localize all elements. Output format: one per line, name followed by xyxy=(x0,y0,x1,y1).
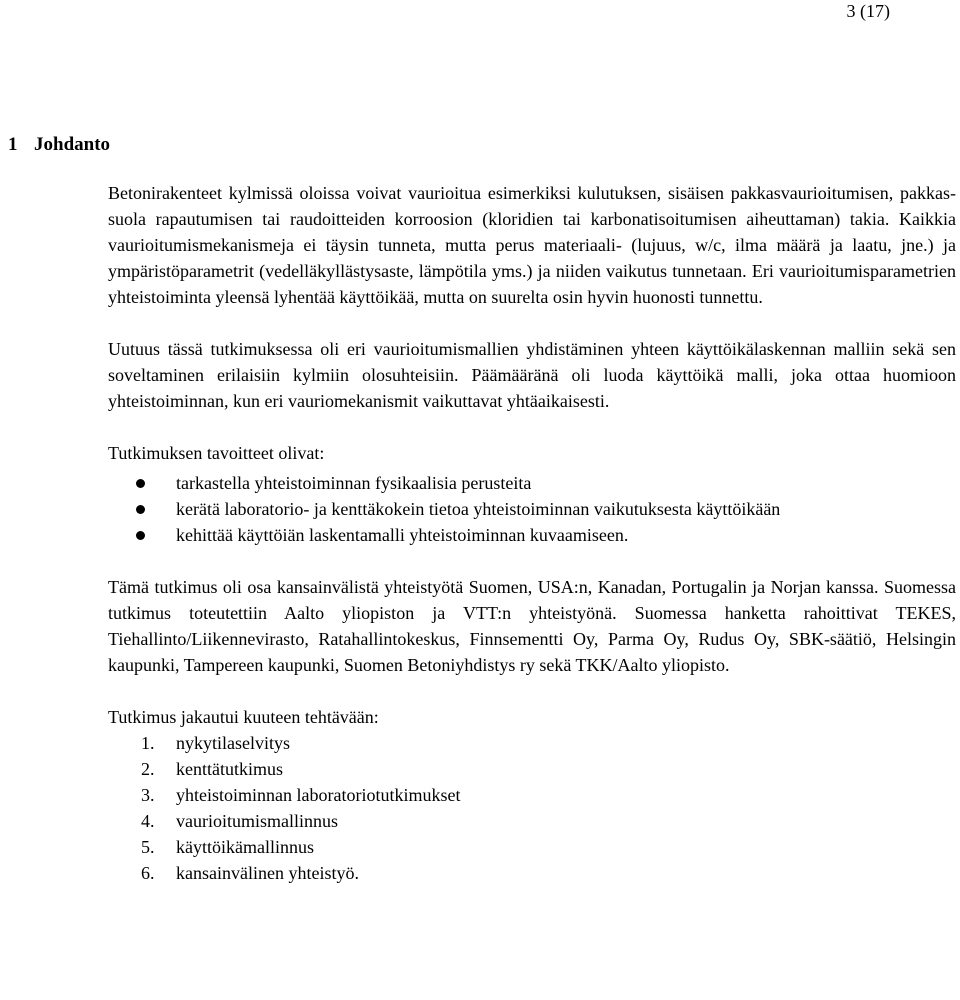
list-item-text: tarkastella yhteistoiminnan fysikaalisia perusteita xyxy=(176,473,532,493)
goals-intro: Tutkimuksen tavoitteet olivat: xyxy=(108,443,325,463)
list-item-text: kansainvälinen yhteistyö. xyxy=(176,863,359,883)
bullet-icon xyxy=(136,505,145,514)
paragraph-cooperation: Tämä tutkimus oli osa kansainvälistä yhteistyötä Suomen, USA:n, Kanadan, Portugalin ja Norjan kanssa. Suomessa tutkimus toteutettiin Aalto yliopiston ja VTT:n yhteistyönä. Suomessa hanketta rahoittivat TEKES, Tiehallinto/Liikennevirasto, Ratahallintokeskus, Finnsementti Oy, Parma Oy, Rudus Oy, SBK-säätiö, Helsingin kaupunki, Tampereen kaupunki, Suomen Betoniyhdistys ry sekä TKK/Aalto yliopisto. xyxy=(108,577,956,675)
list-item-number: 3. xyxy=(141,785,155,805)
list-item xyxy=(108,522,956,548)
list-item-text: yhteistoiminnan laboratoriotutkimukset xyxy=(176,785,461,805)
paragraph-novelty: Uutuus tässä tutkimuksessa oli eri vaurioitumismallien yhdistäminen yhteen käyttöikälaskennan malliin sekä sen soveltaminen erilaisiin kylmiin olosuhteisiin. Päämääränä oli luoda käyttöikä malli, joka ottaa huomioon yhteistoiminnan, kun eri vauriomekanismit vaikuttavat yhtäaikaisesti. xyxy=(108,339,956,411)
list-item xyxy=(108,834,956,860)
section-number: 1 xyxy=(8,134,18,155)
tasks-intro: Tutkimus jakautui kuuteen tehtävään: xyxy=(108,707,379,727)
list-item xyxy=(108,756,956,782)
list-item xyxy=(108,782,956,808)
bullet-icon xyxy=(136,479,145,488)
page-number: 3 (17) xyxy=(846,1,890,21)
goals-list xyxy=(108,470,956,548)
list-item xyxy=(108,496,956,522)
section-heading xyxy=(8,133,110,157)
list-item-number: 5. xyxy=(141,837,155,857)
paragraph-damage-mechanisms: Betonirakenteet kylmissä oloissa voivat vaurioitua esimerkiksi kulutuksen, sisäisen pakkasvaurioitumisen, pakkas-suola rapautumisen tai raudoitteiden korroosion (kloridien tai karbonatisoitumisen aiheuttaman) takia. Kaikkia vaurioitumismekanismeja ei täysin tunneta, mutta perus materiaali- (lujuus, w/c, ilma määrä ja laatu, jne.) ja ympäristöparametrit (vedelläkyllästysaste, lämpötila yms.) ja niiden vaikutus tunnetaan. Eri vaurioitumisparametrien yhteistoiminta yleensä lyhentää käyttöikää, mutta on suurelta osin hyvin huonosti tunnettu. xyxy=(108,183,956,307)
list-item-number: 6. xyxy=(141,863,155,883)
list-item-text: kehittää käyttöiän laskentamalli yhteistoiminnan kuvaamiseen. xyxy=(176,525,629,545)
list-item-text: käyttöikämallinnus xyxy=(176,837,314,857)
list-item-text: kenttätutkimus xyxy=(176,759,283,779)
list-item-text: nykytilaselvitys xyxy=(176,733,290,753)
document-body xyxy=(108,180,956,886)
section-title: Johdanto xyxy=(34,134,111,155)
list-item-text: kerätä laboratorio- ja kenttäkokein tietoa yhteistoiminnan vaikutuksesta käyttöikään xyxy=(176,499,781,519)
list-item-text: vaurioitumismallinnus xyxy=(176,811,338,831)
tasks-list xyxy=(108,730,956,886)
list-item xyxy=(108,808,956,834)
list-item xyxy=(108,860,956,886)
list-item-number: 1. xyxy=(141,733,155,753)
bullet-icon xyxy=(136,531,145,540)
list-item-number: 4. xyxy=(141,811,155,831)
list-item-number: 2. xyxy=(141,759,155,779)
list-item xyxy=(108,730,956,756)
list-item xyxy=(108,470,956,496)
